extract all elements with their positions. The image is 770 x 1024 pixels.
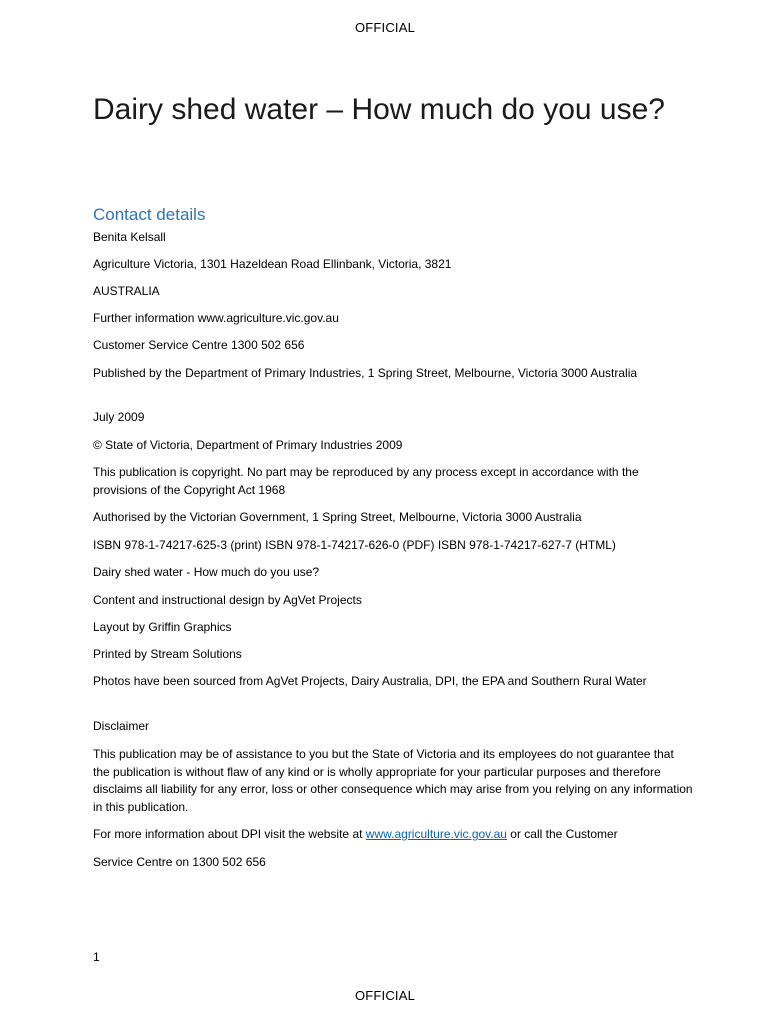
further-information: Further information www.agriculture.vic.gov.au xyxy=(93,311,339,325)
header-official-marking: OFFICIAL xyxy=(354,20,416,35)
content-design-credit: Content and instructional design by AgVet Projects xyxy=(93,593,362,607)
publisher-statement: Published by the Department of Primary Industries, 1 Spring Street, Melbourne, Victoria 3000 Australia xyxy=(93,366,638,380)
layout-credit: Layout by Griffin Graphics xyxy=(93,620,232,634)
footer-official-marking: OFFICIAL xyxy=(354,988,416,1003)
contact-address: Agriculture Victoria, 1301 Hazeldean Road Ellinbank, Victoria, 3821 xyxy=(93,257,452,271)
contact-country: AUSTRALIA xyxy=(93,284,160,298)
service-centre-line: Service Centre on 1300 502 656 xyxy=(93,855,266,869)
more-info-prefix: For more information about DPI visit the website at xyxy=(93,827,366,841)
customer-service-centre: Customer Service Centre 1300 502 656 xyxy=(93,338,305,352)
publication-name: Dairy shed water - How much do you use? xyxy=(93,565,320,579)
photo-credit: Photos have been sourced from AgVet Projects, Dairy Australia, DPI, the EPA and Southern Rural Water xyxy=(93,674,647,688)
page-number: 1 xyxy=(93,950,100,964)
more-info-line xyxy=(93,826,693,844)
isbn-line: ISBN 978-1-74217-625-3 (print) ISBN 978-1-74217-626-0 (PDF) ISBN 978-1-74217-627-7 (HTML) xyxy=(93,538,616,552)
authorisation-statement: Authorised by the Victorian Government, 1 Spring Street, Melbourne, Victoria 3000 Australia xyxy=(93,510,582,524)
contact-name: Benita Kelsall xyxy=(93,230,166,244)
disclaimer-text: This publication may be of assistance to you but the State of Victoria and its employees do not guarantee that the publication is without flaw of any kind or is wholly appropriate for your particular purposes and therefore disclaims all liability for any error, loss or other consequence which may arise from you relying on any information in this publication. xyxy=(93,747,693,814)
document-title: Dairy shed water – How much do you use? xyxy=(93,93,665,126)
agriculture-website-link[interactable]: www.agriculture.vic.gov.au xyxy=(365,827,507,841)
contact-details-heading: Contact details xyxy=(93,205,206,224)
copyright-line: © State of Victoria, Department of Primary Industries 2009 xyxy=(93,438,403,452)
publication-date: July 2009 xyxy=(93,410,145,424)
copyright-notice: This publication is copyright. No part may be reproduced by any process except in accordance with the provisions of the Copyright Act 1968 xyxy=(93,465,639,497)
more-info-suffix: or call the Customer xyxy=(506,827,618,841)
printer-credit: Printed by Stream Solutions xyxy=(93,647,242,661)
disclaimer-heading: Disclaimer xyxy=(93,719,150,733)
